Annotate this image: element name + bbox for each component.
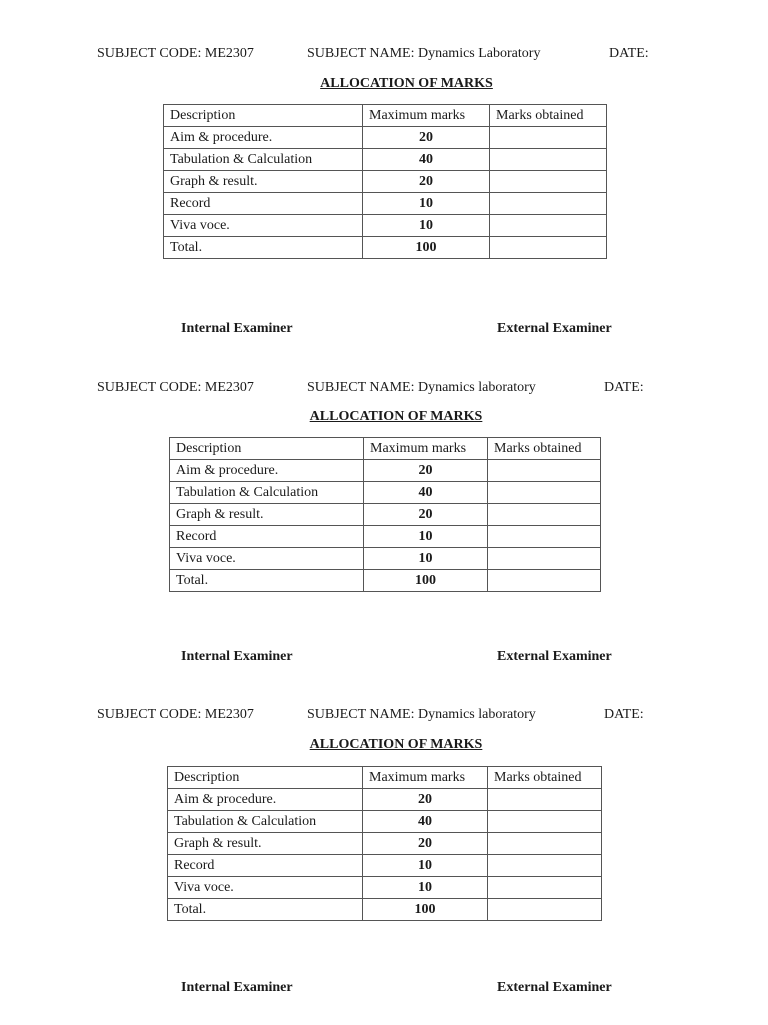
row-max-marks: 20 [363,171,490,193]
row-max-marks: 10 [363,215,490,237]
allocation-title: ALLOCATION OF MARKS [309,409,483,424]
row-marks-obtained[interactable] [488,855,602,877]
header-marks-obtained: Marks obtained [490,105,607,127]
row-max-marks: 20 [363,789,488,811]
row-description: Total. [168,899,363,921]
allocation-title: ALLOCATION OF MARKS [309,737,483,752]
header-maximum-marks: Maximum marks [363,767,488,789]
subject-name: SUBJECT NAME: Dynamics Laboratory [307,46,541,61]
external-examiner-label: External Examiner [497,321,612,336]
table-row [168,877,602,899]
row-description: Viva voce. [168,877,363,899]
subject-code: SUBJECT CODE: ME2307 [97,46,254,61]
row-marks-obtained[interactable] [488,460,601,482]
row-max-marks: 20 [364,504,488,526]
row-description: Viva voce. [170,548,364,570]
table-row-total [170,570,601,592]
date-label: DATE: [604,380,644,395]
row-max-marks: 10 [363,193,490,215]
external-examiner-label: External Examiner [497,980,612,995]
row-description: Total. [164,237,363,259]
header-description: Description [170,438,364,460]
table-row [168,789,602,811]
row-marks-obtained[interactable] [490,193,607,215]
row-max-marks: 20 [363,127,490,149]
row-marks-obtained[interactable] [488,548,601,570]
header-marks-obtained: Marks obtained [488,767,602,789]
row-description: Aim & procedure. [170,460,364,482]
row-description: Graph & result. [164,171,363,193]
row-description: Graph & result. [168,833,363,855]
external-examiner-label: External Examiner [497,649,612,664]
internal-examiner-label: Internal Examiner [181,649,293,664]
marks-sheet-1 [0,44,768,364]
table-row [164,215,607,237]
row-marks-obtained[interactable] [490,215,607,237]
table-row [168,811,602,833]
date-label: DATE: [604,707,644,722]
row-max-marks: 10 [364,526,488,548]
row-description: Viva voce. [164,215,363,237]
table-row [170,526,601,548]
row-description: Graph & result. [170,504,364,526]
table-row [168,833,602,855]
row-max-marks: 100 [364,570,488,592]
subject-code: SUBJECT CODE: ME2307 [97,707,254,722]
row-marks-obtained[interactable] [490,127,607,149]
row-marks-obtained[interactable] [490,171,607,193]
header-description: Description [164,105,363,127]
row-description: Tabulation & Calculation [168,811,363,833]
row-marks-obtained[interactable] [490,149,607,171]
table-row [170,482,601,504]
table-row-total [168,899,602,921]
row-marks-obtained[interactable] [488,526,601,548]
header-marks-obtained: Marks obtained [488,438,601,460]
subject-code: SUBJECT CODE: ME2307 [97,380,254,395]
subject-name: SUBJECT NAME: Dynamics laboratory [307,380,536,395]
allocation-title: ALLOCATION OF MARKS [320,76,493,91]
marks-sheet-3 [0,705,768,1025]
subject-header [0,378,768,398]
row-marks-obtained[interactable] [488,877,602,899]
table-row [170,548,601,570]
table-header-row [164,105,607,127]
table-row [164,193,607,215]
row-marks-obtained[interactable] [488,482,601,504]
date-label: DATE: [609,46,649,61]
row-description: Tabulation & Calculation [170,482,364,504]
table-row [170,504,601,526]
row-marks-obtained[interactable] [488,899,602,921]
row-max-marks: 40 [364,482,488,504]
row-max-marks: 10 [363,877,488,899]
table-row-total [164,237,607,259]
subject-name: SUBJECT NAME: Dynamics laboratory [307,707,536,722]
row-description: Aim & procedure. [168,789,363,811]
internal-examiner-label: Internal Examiner [181,980,293,995]
row-marks-obtained[interactable] [488,811,602,833]
row-marks-obtained[interactable] [488,789,602,811]
row-description: Record [168,855,363,877]
table-header-row [168,767,602,789]
row-marks-obtained[interactable] [488,833,602,855]
table-row [168,855,602,877]
row-marks-obtained[interactable] [488,504,601,526]
table-row [170,460,601,482]
row-description: Aim & procedure. [164,127,363,149]
table-row [164,127,607,149]
row-description: Tabulation & Calculation [164,149,363,171]
row-marks-obtained[interactable] [490,237,607,259]
row-max-marks: 10 [364,548,488,570]
row-max-marks: 20 [364,460,488,482]
row-description: Record [164,193,363,215]
row-max-marks: 100 [363,899,488,921]
marks-table [163,104,607,259]
row-description: Total. [170,570,364,592]
marks-table [167,766,602,921]
row-max-marks: 40 [363,811,488,833]
header-description: Description [168,767,363,789]
header-maximum-marks: Maximum marks [363,105,490,127]
row-max-marks: 40 [363,149,490,171]
row-marks-obtained[interactable] [488,570,601,592]
table-header-row [170,438,601,460]
row-max-marks: 20 [363,833,488,855]
row-description: Record [170,526,364,548]
subject-header [0,705,768,725]
internal-examiner-label: Internal Examiner [181,321,293,336]
marks-sheet-2 [0,378,768,698]
subject-header [0,44,768,64]
row-max-marks: 10 [363,855,488,877]
header-maximum-marks: Maximum marks [364,438,488,460]
table-row [164,149,607,171]
table-row [164,171,607,193]
row-max-marks: 100 [363,237,490,259]
marks-table [169,437,601,592]
